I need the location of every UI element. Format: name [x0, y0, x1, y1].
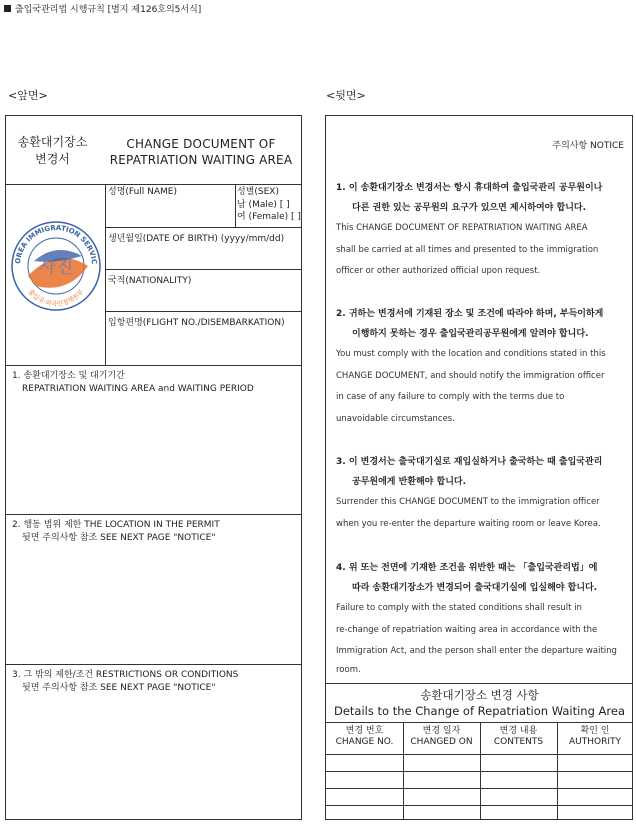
notice-item-4	[336, 558, 628, 677]
photo-label: 사진	[38, 257, 74, 278]
front-page	[5, 115, 302, 820]
notice1-en-line1: This CHANGE DOCUMENT OF REPATRIATION WAITING AREA	[336, 223, 588, 233]
section-waiting-area	[12, 370, 254, 396]
section3-note: 뒷면 주의사항 참조 SEE NEXT PAGE "NOTICE"	[22, 683, 216, 693]
seal-top-text: OREA IMMIGRATION SERVIC	[13, 223, 99, 265]
section-location	[12, 519, 220, 545]
change-table-title-en: Details to the Change of Repatriation Waiting Area	[333, 704, 626, 718]
notice3-en-line1: Surrender this CHANGE DOCUMENT to the immigration officer	[336, 497, 600, 507]
notice3-ko-line1: 3. 이 변경서는 출국대기실로 재입실하거나 출국하는 때 출입국관리	[336, 457, 603, 467]
section2-note: 뒷면 주의사항 참조 SEE NEXT PAGE "NOTICE"	[22, 533, 216, 543]
notice-item-1	[336, 178, 628, 283]
column-header-contents	[480, 726, 557, 748]
col3-en: CONTENTS	[493, 737, 544, 747]
notice2-en-line2: CHANGE DOCUMENT, and should notify the immigration officer	[336, 370, 605, 381]
section-restrictions	[12, 669, 238, 695]
col4-ko: 확인 인	[580, 726, 610, 736]
front-title-ko-line2: 변경서	[35, 152, 70, 166]
male-checkbox[interactable]: 남 (Male) [ ]	[237, 200, 290, 210]
col3-ko: 변경 내용	[499, 726, 538, 736]
immigration-seal-icon	[8, 216, 104, 316]
column-header-change-no	[326, 726, 403, 748]
column-header-changed-on	[403, 726, 480, 748]
col2-ko: 변경 일자	[422, 726, 461, 736]
col4-en: AUTHORITY	[569, 737, 621, 747]
notice3-en-line2: when you re-enter the departure waiting room or leave Korea.	[336, 518, 601, 529]
front-title-en-line1: CHANGE DOCUMENT OF	[126, 137, 276, 151]
sex-label: 성별(SEX)	[237, 187, 279, 197]
front-title-en-line2: REPATRIATION WAITING AREA	[109, 153, 293, 167]
front-title-ko-line1: 송환대기장소	[17, 135, 88, 149]
section3-title: 3. 그 밖의 제한/조건 RESTRICTIONS OR CONDITIONS	[12, 670, 239, 680]
square-bullet-icon	[4, 5, 11, 12]
front-title-ko	[6, 134, 99, 168]
notice2-en-line1: You must comply with the location and conditions stated in this	[336, 349, 606, 359]
col1-ko: 변경 번호	[345, 726, 384, 736]
section1-title-en: REPATRIATION WAITING AREA and WAITING PERIOD	[22, 384, 254, 394]
back-side-label: <뒷면>	[326, 89, 366, 102]
notice2-ko-line1: 2. 귀하는 변경서에 기재된 장소 및 조건에 따라야 하며, 부득이하게	[336, 309, 604, 319]
notice1-en-line2: shall be carried at all times and presented to the immigration	[336, 244, 599, 255]
notice-item-2	[336, 304, 628, 430]
notice1-ko-line1: 1. 이 송환대기장소 변경서는 항시 휴대하여 출입국관리 공무원이나	[336, 183, 603, 193]
notice4-ko-line1: 4. 위 또는 전면에 기재한 조건을 위반한 때는 「출입국관리법」에	[336, 563, 598, 573]
notice2-en-line3: in case of any failure to comply with the terms due to	[336, 392, 565, 402]
col1-en: CHANGE NO.	[335, 737, 394, 747]
female-checkbox[interactable]: 여 (Female) [ ]	[237, 212, 301, 222]
back-page	[325, 115, 633, 820]
col2-en: CHANGED ON	[410, 737, 473, 747]
change-table-title-ko: 송환대기장소 변경 사항	[420, 688, 539, 702]
notice3-ko-line2: 공무원에게 반환해야 합니다.	[352, 477, 467, 487]
front-side-label: <앞면>	[8, 89, 48, 102]
notice4-ko-line2: 따라 송환대기장소가 변경되어 출국대기실에 입실해야 합니다.	[352, 583, 598, 593]
name-label: 성명(Full NAME)	[108, 187, 178, 197]
notice-title: 주의사항 NOTICE	[552, 141, 624, 151]
notice1-en-line3: officer or other authorized official upon request.	[336, 266, 541, 276]
notice1-ko-line2: 다른 권한 있는 공무원의 요구가 있으면 제시하여야 합니다.	[352, 203, 587, 213]
notice2-ko-line2: 이행하지 못하는 경우 출입국관리공무원에게 알려야 합니다.	[352, 329, 589, 339]
form-reference	[4, 2, 201, 15]
notice4-en-line4: room.	[336, 664, 361, 675]
nationality-label: 국적(NATIONALITY)	[108, 276, 192, 286]
column-header-authority	[557, 726, 633, 748]
notice-item-3	[336, 452, 628, 535]
notice2-en-line4: unavoidable circumstances.	[336, 413, 455, 424]
flight-label: 입항편명(FLIGHT NO./DISEMBARKATION)	[108, 318, 285, 328]
notice4-en-line1: Failure to comply with the stated conditions shall result in	[336, 603, 582, 613]
form-reference-text: 출입국관리법 시행규칙 [별지 제126호의5서식]	[15, 5, 202, 15]
notice4-en-line3: Immigration Act, and the person shall enter the departure waiting	[336, 646, 617, 656]
dob-label: 생년월일(DATE OF BIRTH) (yyyy/mm/dd)	[108, 234, 285, 244]
front-title-en	[99, 136, 303, 168]
section2-title: 2. 행동 범위 제한 THE LOCATION IN THE PERMIT	[12, 520, 220, 530]
section1-title-ko: 1. 송환대기장소 및 대기기간	[12, 371, 125, 381]
notice4-en-line2: re-change of repatriation waiting area in accordance with the	[336, 624, 598, 635]
seal-bottom-text: 출입국·외국인정책본부	[26, 287, 86, 309]
photo-seal	[8, 216, 104, 316]
